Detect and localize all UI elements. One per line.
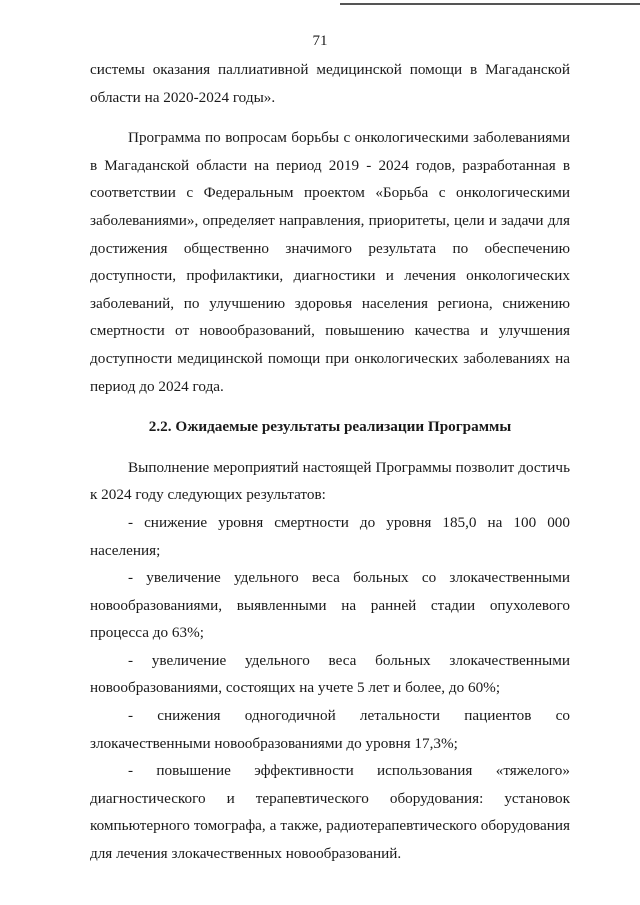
- result-item-one-year-lethality: - снижения одногодичной летальности пациентов со злокачественными новообразованиями до уровня 17,3%;: [90, 707, 570, 752]
- page-number: 71: [312, 33, 328, 49]
- paragraph-spacer: [90, 111, 570, 124]
- section-heading: 2.2. Ожидаемые результаты реализации Программы: [148, 418, 512, 436]
- result-item-early-detection: - увеличение удельного веса больных со злокачественными новообразованиями, выявленными на ранней стадии опухолевого процесса до 63%;: [90, 569, 570, 642]
- result-item-equipment-efficiency: - повышение эффективности использования «тяжелого» диагностического и терапевтического оборудования: установок компьютерного томографа, а также, радиотерапевтического оборудования для лечения злокачественных новообразований.: [90, 762, 570, 863]
- paragraph-spacer: [90, 441, 570, 454]
- paragraph-results-intro: Выполнение мероприятий настоящей Программы позволит достичь к 2024 году следующих результатов:: [90, 458, 570, 504]
- page-body: [90, 56, 570, 868]
- result-item-mortality: - снижение уровня смертности до уровня 185,0 на 100 000 населения;: [90, 513, 570, 559]
- scan-edge-line: [340, 3, 640, 5]
- paragraph-spacer: [90, 400, 570, 413]
- paragraph-program-description: Программа по вопросам борьбы с онкологическими заболеваниями в Магаданской области на период 2019 - 2024 годов, разработанная в соответствии с Федеральным проектом «Борьба с онкологическими заболеваниями», определяет направления, приоритеты, цели и задачи для достижения общественно значимого результата по обеспечению доступности, профилактики, диагностики и лечения онкологических заболеваний, по улучшению здоровья населения региона, снижению смертности от новообразований, повышению качества и улучшения доступности медицинской помощи при онкологических заболеваниях на период до 2024 года.: [90, 129, 570, 395]
- result-item-five-year-registry: - увеличение удельного веса больных злокачественными новообразованиями, состоящих на учете 5 лет и более, до 60%;: [90, 651, 570, 697]
- paragraph-continuation: системы оказания паллиативной медицинской помощи в Магаданской области на 2020-2024 годы».: [90, 61, 570, 106]
